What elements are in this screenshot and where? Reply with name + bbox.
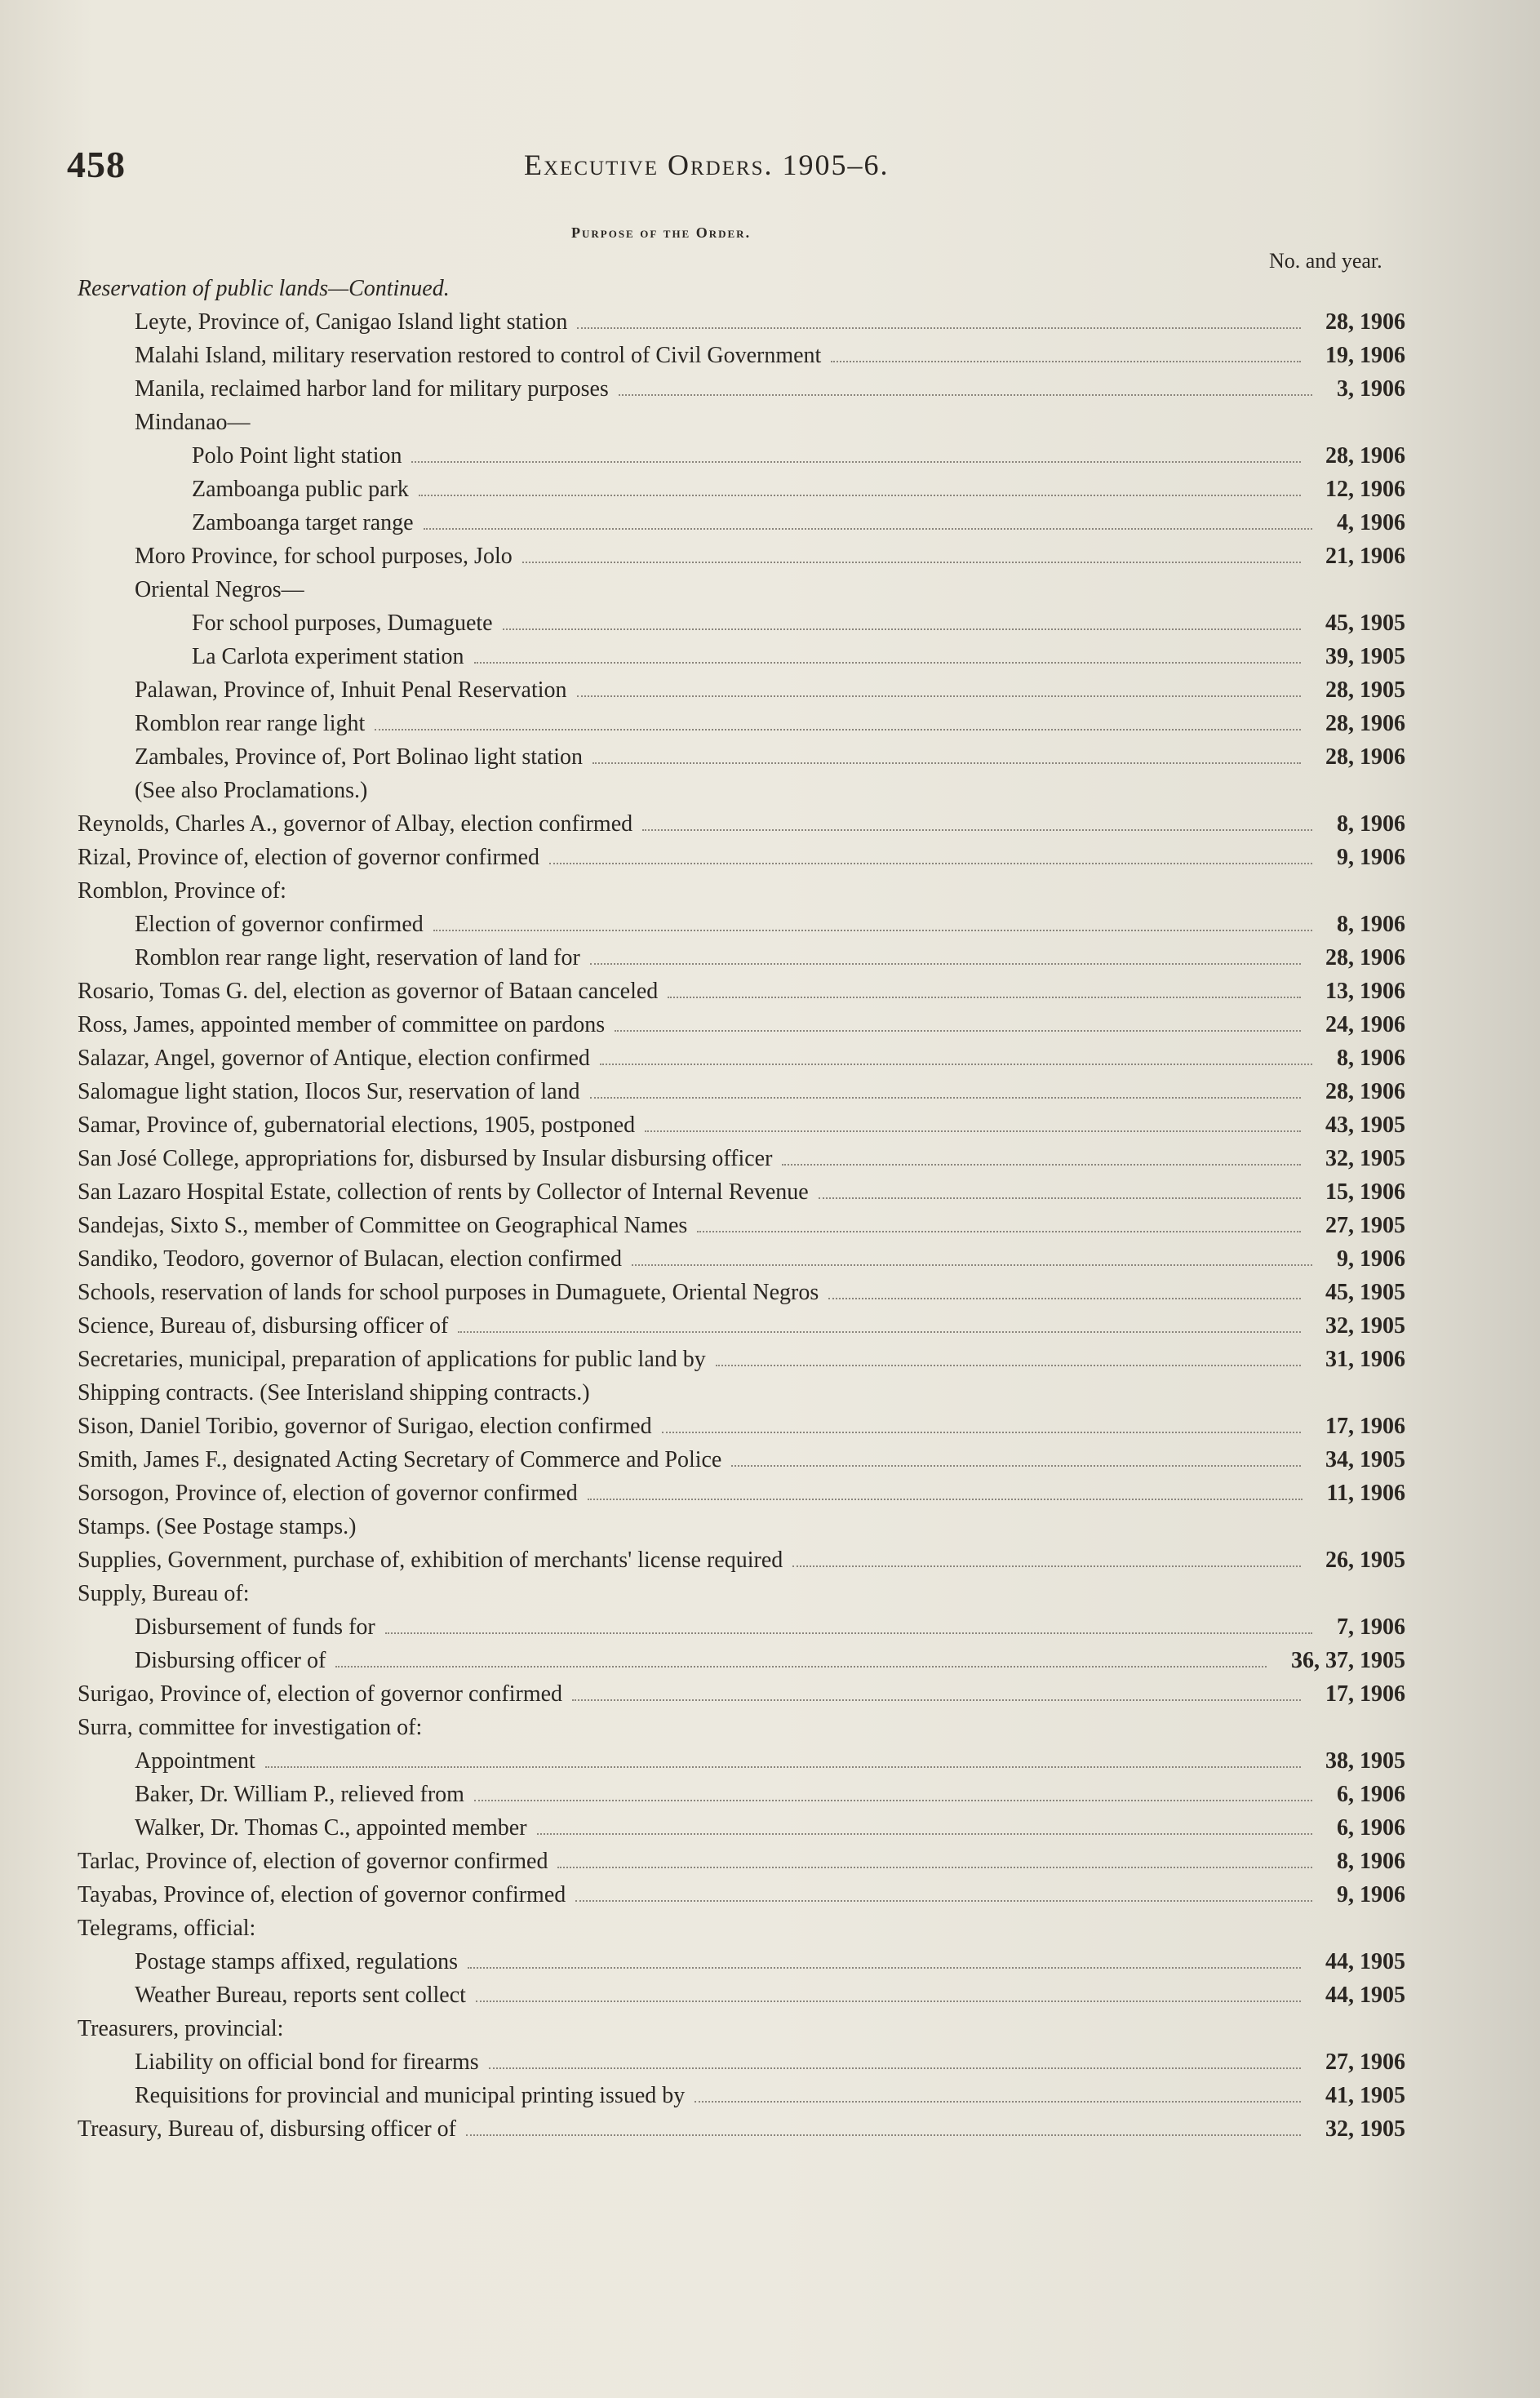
- index-entry: [0, 406, 1540, 439]
- index-entry: [0, 640, 1540, 673]
- dot-leader: [662, 1432, 1301, 1433]
- index-entry: [0, 1142, 1540, 1175]
- entry-text: Salazar, Angel, governor of Antique, election confirmed: [78, 1046, 590, 1071]
- entry-reference: 28, 1906: [1325, 309, 1405, 335]
- entry-text: Romblon rear range light, reservation of land for: [135, 945, 580, 970]
- index-entry: [0, 1945, 1540, 1978]
- dot-leader: [831, 361, 1301, 362]
- index-entry: [0, 908, 1540, 941]
- dot-leader: [335, 1666, 1267, 1667]
- dot-leader: [375, 729, 1301, 731]
- entry-reference: 6, 1906: [1337, 1782, 1405, 1807]
- index-entry: [0, 606, 1540, 640]
- entry-text: Baker, Dr. William P., relieved from: [135, 1782, 464, 1807]
- dot-leader: [695, 2101, 1301, 2103]
- index-entry: [0, 975, 1540, 1008]
- dot-leader: [265, 1766, 1301, 1768]
- dot-leader: [474, 662, 1301, 664]
- entry-text: Schools, reservation of lands for school purposes in Dumaguete, Oriental Negros: [78, 1280, 819, 1305]
- entry-text: Moro Province, for school purposes, Jolo: [135, 544, 513, 569]
- entry-reference: 19, 1906: [1325, 343, 1405, 368]
- index-entry: [0, 1008, 1540, 1041]
- dot-leader: [474, 1800, 1312, 1801]
- index-entry: [0, 1744, 1540, 1778]
- entry-reference: 6, 1906: [1337, 1815, 1405, 1841]
- entry-reference: 8, 1906: [1337, 811, 1405, 837]
- entry-text: Secretaries, municipal, preparation of applications for public land by: [78, 1347, 706, 1372]
- index-entry: [0, 1075, 1540, 1108]
- index-entry: [0, 305, 1540, 339]
- entry-reference: 13, 1906: [1325, 979, 1405, 1004]
- index-entry: [0, 1711, 1540, 1744]
- dot-leader: [424, 528, 1312, 530]
- entry-reference: 28, 1906: [1325, 945, 1405, 970]
- index-entry: [0, 1410, 1540, 1443]
- entry-text: Sison, Daniel Toribio, governor of Surigao, election confirmed: [78, 1414, 652, 1439]
- entry-text: Surra, committee for investigation of:: [78, 1715, 423, 1740]
- dot-leader: [716, 1365, 1301, 1366]
- dot-leader: [577, 327, 1301, 329]
- index-entry: [0, 1644, 1540, 1677]
- entry-text: Supply, Bureau of:: [78, 1581, 250, 1606]
- entry-reference: 28, 1906: [1325, 443, 1405, 468]
- entry-text: Zamboanga target range: [192, 510, 414, 535]
- dot-leader: [503, 628, 1301, 630]
- entry-reference: 17, 1906: [1325, 1414, 1405, 1439]
- entry-reference: 17, 1906: [1325, 1681, 1405, 1707]
- entry-reference: 39, 1905: [1325, 644, 1405, 669]
- entry-reference: 28, 1906: [1325, 1079, 1405, 1104]
- entry-text: For school purposes, Dumaguete: [192, 611, 493, 636]
- dot-leader: [619, 394, 1312, 396]
- running-title: Executive Orders. 1905–6.: [524, 149, 890, 181]
- entry-reference: 27, 1906: [1325, 2049, 1405, 2075]
- entry-text: Telegrams, official:: [78, 1916, 256, 1941]
- entry-text: Zamboanga public park: [192, 477, 409, 502]
- entry-text: Palawan, Province of, Inhuit Penal Reservation: [135, 677, 567, 703]
- dot-leader: [419, 495, 1301, 496]
- dot-leader: [819, 1197, 1301, 1199]
- entry-reference: 28, 1906: [1325, 711, 1405, 736]
- entry-reference: 45, 1905: [1325, 1280, 1405, 1305]
- entry-reference: 9, 1906: [1337, 845, 1405, 870]
- entry-reference: 21, 1906: [1325, 544, 1405, 569]
- index-entry: [0, 1477, 1540, 1510]
- entry-reference: 8, 1906: [1337, 1849, 1405, 1874]
- index-entry: [0, 1912, 1540, 1945]
- entry-text: Romblon, Province of:: [78, 878, 286, 904]
- index-entry: [0, 272, 1540, 305]
- index-entry: [0, 372, 1540, 406]
- entry-text: Treasury, Bureau of, disbursing officer of: [78, 2116, 456, 2142]
- entry-text: Election of governor confirmed: [135, 912, 424, 937]
- dot-leader: [782, 1164, 1301, 1166]
- entry-reference: 8, 1906: [1337, 912, 1405, 937]
- dot-leader: [792, 1565, 1301, 1567]
- index-entry: [0, 1209, 1540, 1242]
- entry-reference: 9, 1906: [1337, 1882, 1405, 1907]
- page-number: 458: [67, 144, 126, 185]
- dot-leader: [385, 1632, 1312, 1634]
- dot-leader: [600, 1064, 1312, 1065]
- entry-reference: 27, 1905: [1325, 1213, 1405, 1238]
- index-entry: [0, 540, 1540, 573]
- entry-text: Mindanao—: [135, 410, 251, 435]
- dot-leader: [433, 930, 1312, 931]
- entry-text: Shipping contracts. (See Interisland shipping contracts.): [78, 1380, 590, 1405]
- entry-text: Rizal, Province of, election of governor confirmed: [78, 845, 540, 870]
- dot-leader: [642, 829, 1312, 831]
- index-entry: [0, 807, 1540, 841]
- index-entry: [0, 1108, 1540, 1142]
- entry-text: (See also Proclamations.): [135, 778, 368, 803]
- column-heading: No. and year.: [1269, 249, 1382, 273]
- index-entry: [0, 1978, 1540, 2012]
- dot-leader: [588, 1499, 1303, 1500]
- dot-leader: [590, 963, 1301, 965]
- entry-text: Treasurers, provincial:: [78, 2016, 284, 2041]
- entry-text: Samar, Province of, gubernatorial elections, 1905, postponed: [78, 1112, 636, 1138]
- index-entry: [0, 1677, 1540, 1711]
- entry-text: Rosario, Tomas G. del, election as governor of Bataan canceled: [78, 979, 659, 1004]
- index-entry: [0, 1276, 1540, 1309]
- entry-reference: 28, 1906: [1325, 744, 1405, 770]
- dot-leader: [575, 1900, 1312, 1902]
- entry-reference: 28, 1905: [1325, 677, 1405, 703]
- index-entry: [0, 673, 1540, 707]
- dot-leader: [697, 1231, 1301, 1232]
- entry-text: Disbursement of funds for: [135, 1614, 375, 1640]
- index-entry: [0, 2012, 1540, 2045]
- dot-leader: [731, 1465, 1301, 1467]
- entry-text: Zambales, Province of, Port Bolinao light station: [135, 744, 584, 770]
- entry-text: Disbursing officer of: [135, 1648, 326, 1673]
- entry-text: San Lazaro Hospital Estate, collection of rents by Collector of Internal Revenue: [78, 1179, 809, 1205]
- entry-reference: 24, 1906: [1325, 1012, 1405, 1037]
- entry-reference: 7, 1906: [1337, 1614, 1405, 1640]
- index-entry: [0, 874, 1540, 908]
- entry-reference: 9, 1906: [1337, 1246, 1405, 1272]
- index-entry: [0, 774, 1540, 807]
- dot-leader: [645, 1130, 1301, 1132]
- entry-text: Tayabas, Province of, election of governor confirmed: [78, 1882, 566, 1907]
- entry-text: Malahi Island, military reservation restored to control of Civil Government: [135, 343, 822, 368]
- dot-leader: [557, 1867, 1312, 1868]
- entry-text: Liability on official bond for firearms: [135, 2049, 479, 2075]
- entry-reference: 41, 1905: [1325, 2083, 1405, 2108]
- entry-reference: 36, 37, 1905: [1291, 1648, 1405, 1673]
- dot-leader: [489, 2067, 1301, 2069]
- entry-reference: 32, 1905: [1325, 2116, 1405, 2142]
- entry-text: Manila, reclaimed harbor land for military purposes: [135, 376, 609, 402]
- dot-leader: [592, 762, 1301, 764]
- entry-reference: 12, 1906: [1325, 477, 1405, 502]
- entry-reference: 34, 1905: [1325, 1447, 1405, 1472]
- index-entry: [0, 1443, 1540, 1477]
- entry-text: Smith, James F., designated Acting Secretary of Commerce and Police: [78, 1447, 722, 1472]
- entry-reference: 38, 1905: [1325, 1748, 1405, 1774]
- index-entry: [0, 2045, 1540, 2079]
- entry-text: Surigao, Province of, election of governor confirmed: [78, 1681, 563, 1707]
- entry-text: Salomague light station, Ilocos Sur, reservation of land: [78, 1079, 580, 1104]
- dot-leader: [577, 695, 1301, 697]
- entry-text: Tarlac, Province of, election of governor confirmed: [78, 1849, 548, 1874]
- entry-text: Walker, Dr. Thomas C., appointed member: [135, 1815, 527, 1841]
- index-entry: [0, 573, 1540, 606]
- entry-reference: 31, 1906: [1325, 1347, 1405, 1372]
- index-entry: [0, 1577, 1540, 1610]
- dot-leader: [466, 2134, 1301, 2136]
- entry-reference: 43, 1905: [1325, 1112, 1405, 1138]
- dot-leader: [590, 1097, 1301, 1099]
- entry-text: Science, Bureau of, disbursing officer of: [78, 1313, 449, 1339]
- index-entry: [0, 439, 1540, 473]
- index-entry: [0, 1778, 1540, 1811]
- index-entry: [0, 941, 1540, 975]
- entry-reference: 32, 1905: [1325, 1146, 1405, 1171]
- index-entry: [0, 2112, 1540, 2146]
- entry-reference: 8, 1906: [1337, 1046, 1405, 1071]
- index-entry: [0, 740, 1540, 774]
- index-entry: [0, 1543, 1540, 1577]
- entry-text: Ross, James, appointed member of committee on pardons: [78, 1012, 606, 1037]
- entry-text: Sandiko, Teodoro, governor of Bulacan, election confirmed: [78, 1246, 622, 1272]
- dot-leader: [476, 2001, 1301, 2002]
- dot-leader: [572, 1699, 1301, 1701]
- entry-text: Requisitions for provincial and municipal printing issued by: [135, 2083, 686, 2108]
- entry-reference: 44, 1905: [1325, 1949, 1405, 1974]
- dot-leader: [537, 1833, 1312, 1835]
- index-entry: [0, 1610, 1540, 1644]
- entry-text: Appointment: [135, 1748, 255, 1774]
- entry-text: Oriental Negros—: [135, 577, 304, 602]
- index-entry: [0, 1309, 1540, 1343]
- dot-leader: [632, 1264, 1312, 1266]
- dot-leader: [458, 1331, 1301, 1333]
- index-entry: [0, 1041, 1540, 1075]
- index-entry: [0, 473, 1540, 506]
- dot-leader: [668, 997, 1301, 998]
- index-entry: [0, 707, 1540, 740]
- entry-text: Postage stamps affixed, regulations: [135, 1949, 459, 1974]
- entry-reference: 44, 1905: [1325, 1983, 1405, 2008]
- dot-leader: [828, 1298, 1301, 1299]
- entry-text: Romblon rear range light: [135, 711, 366, 736]
- entry-reference: 3, 1906: [1337, 376, 1405, 402]
- entry-reference: 32, 1905: [1325, 1313, 1405, 1339]
- index-entry: [0, 1878, 1540, 1912]
- running-head: [67, 143, 965, 192]
- entry-text: Polo Point light station: [192, 443, 402, 468]
- dot-leader: [522, 562, 1301, 563]
- index-entry: [0, 841, 1540, 874]
- index-entry: [0, 506, 1540, 540]
- entry-reference: 4, 1906: [1337, 510, 1405, 535]
- entry-reference: 15, 1906: [1325, 1179, 1405, 1205]
- entry-reference: 11, 1906: [1326, 1481, 1405, 1506]
- entry-reference: 45, 1905: [1325, 611, 1405, 636]
- index-entry: [0, 1376, 1540, 1410]
- index-entry: [0, 1242, 1540, 1276]
- entry-text: Sandejas, Sixto S., member of Committee on Geographical Names: [78, 1213, 688, 1238]
- entry-text: Reservation of public lands—Continued.: [78, 276, 450, 301]
- entry-text: Supplies, Government, purchase of, exhibition of merchants' license required: [78, 1548, 783, 1573]
- entry-text: Sorsogon, Province of, election of governor confirmed: [78, 1481, 578, 1506]
- section-heading: Purpose of the Order.: [571, 224, 752, 241]
- entry-text: Stamps. (See Postage stamps.): [78, 1514, 357, 1539]
- entry-reference: 26, 1905: [1325, 1548, 1405, 1573]
- entry-text: Reynolds, Charles A., governor of Albay, election confirmed: [78, 811, 633, 837]
- dot-leader: [615, 1030, 1301, 1032]
- index-entry: [0, 1175, 1540, 1209]
- index-entry: [0, 2079, 1540, 2112]
- entry-text: San José College, appropriations for, disbursed by Insular disbursing officer: [78, 1146, 773, 1171]
- dot-leader: [468, 1967, 1301, 1969]
- entry-text: Weather Bureau, reports sent collect: [135, 1983, 466, 2008]
- index-entry: [0, 1811, 1540, 1845]
- entry-text: La Carlota experiment station: [192, 644, 464, 669]
- index-entry: [0, 1845, 1540, 1878]
- entry-text: Leyte, Province of, Canigao Island light station: [135, 309, 568, 335]
- dot-leader: [411, 461, 1301, 463]
- dot-leader: [549, 863, 1312, 864]
- index-entry: [0, 1510, 1540, 1543]
- index-entry: [0, 339, 1540, 372]
- index-entry: [0, 1343, 1540, 1376]
- index-list: [0, 272, 1540, 2146]
